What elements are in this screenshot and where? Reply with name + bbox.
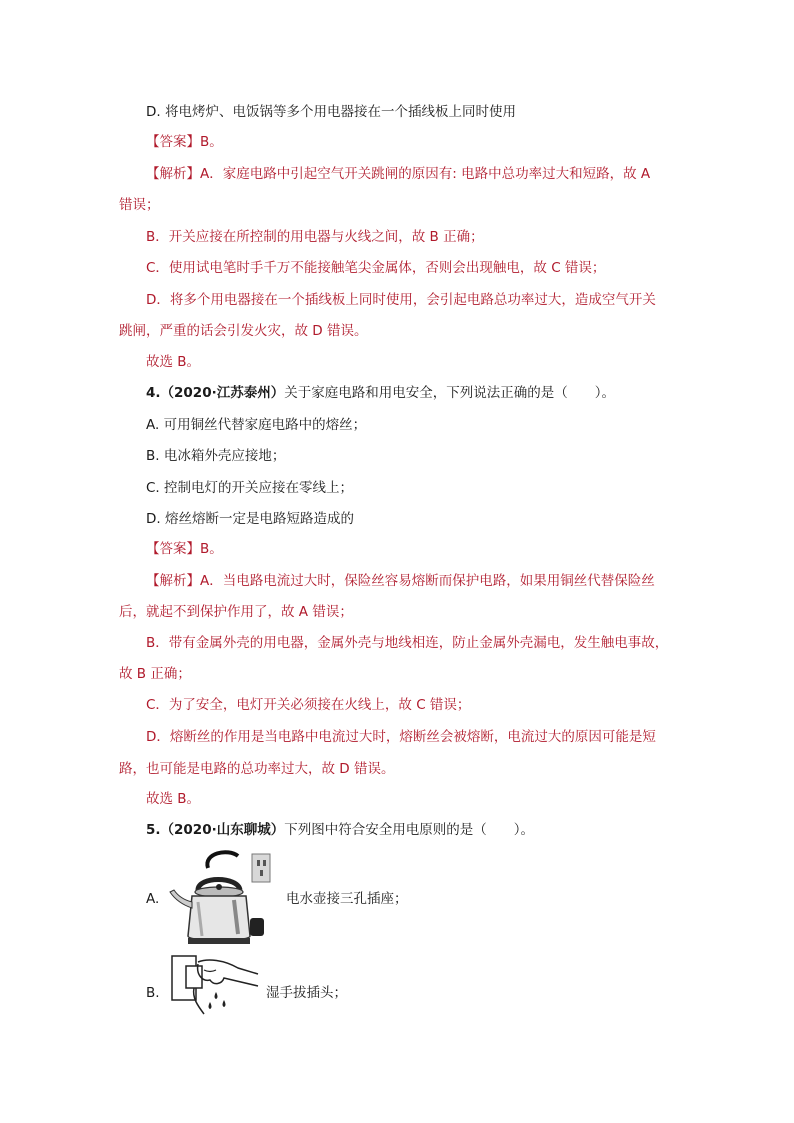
- prev-analysis-line-5: D．将多个用电器接在一个插线板上同时使用，会引起电路总功率过大，造成空气开关: [146, 292, 656, 308]
- wet-hand-plug-image: [168, 952, 260, 1016]
- question-5-text: 下列图中符合安全用电原则的是（ ）。: [284, 822, 534, 838]
- prev-analysis-line-4: C．使用试电笔时手千万不能接触笔尖金属体，否则会出现触电，故 C 错误；: [146, 260, 606, 276]
- prev-conclusion: 故选 B。: [146, 354, 201, 370]
- question-4-text: 关于家庭电路和用电安全，下列说法正确的是（ ）。: [284, 385, 615, 401]
- prev-analysis-line-2: 错误；: [119, 197, 160, 213]
- question-4-answer: 【答案】B。: [146, 541, 223, 557]
- kettle-socket-image: [168, 848, 280, 948]
- question-5-option-a-text: 电水壶接三孔插座；: [286, 891, 408, 907]
- question-4-analysis-line-5: C．为了安全，电灯开关必须接在火线上，故 C 错误；: [146, 697, 471, 713]
- prev-analysis-line-1: 【解析】A．家庭电路中引起空气开关跳闸的原因有: 电路中总功率过大和短路，故 A: [146, 166, 651, 182]
- question-4-analysis-line-1: 【解析】A．当电路电流过大时，保险丝容易熔断而保护电路，如果用铜丝代替保险丝: [146, 573, 655, 589]
- prev-analysis-line-3: B．开关应接在所控制的用电器与火线之间，故 B 正确；: [146, 229, 484, 245]
- question-4-option-a: A. 可用铜丝代替家庭电路中的熔丝；: [146, 417, 367, 433]
- prev-option-d: D. 将电烤炉、电饭锅等多个用电器接在一个插线板上同时使用: [146, 104, 516, 120]
- question-5-option-b-text: 湿手拔插头；: [266, 985, 347, 1001]
- prev-answer: 【答案】B。: [146, 134, 223, 150]
- question-4-analysis-line-6: D．熔断丝的作用是当电路中电流过大时，熔断丝会被熔断，电流过大的原因可能是短: [146, 729, 656, 745]
- question-5-option-b-label: B.: [146, 985, 160, 1001]
- question-5-source: 5.（2020·山东聊城）: [146, 822, 285, 838]
- question-4-conclusion: 故选 B。: [146, 791, 201, 807]
- question-4-analysis-line-2: 后，就起不到保护作用了，故 A 错误；: [119, 604, 353, 620]
- prev-analysis-line-6: 跳闸，严重的话会引发火灾，故 D 错误。: [119, 323, 368, 339]
- question-4-analysis-line-3: B．带有金属外壳的用电器，金属外壳与地线相连，防止金属外壳漏电，发生触电事故，: [146, 635, 669, 651]
- question-4-option-b: B. 电冰箱外壳应接地；: [146, 448, 286, 464]
- question-4-stem: [146, 384, 615, 402]
- question-5-option-a-label: A.: [146, 891, 160, 907]
- question-4-option-d: D. 熔丝熔断一定是电路短路造成的: [146, 511, 354, 527]
- question-4-analysis-line-4: 故 B 正确；: [119, 666, 191, 682]
- question-4-analysis-line-7: 路，也可能是电路的总功率过大，故 D 错误。: [119, 761, 395, 777]
- question-4-option-c: C. 控制电灯的开关应接在零线上；: [146, 480, 354, 496]
- question-4-source: 4.（2020·江苏泰州）: [146, 385, 285, 401]
- question-5-stem: [146, 821, 534, 839]
